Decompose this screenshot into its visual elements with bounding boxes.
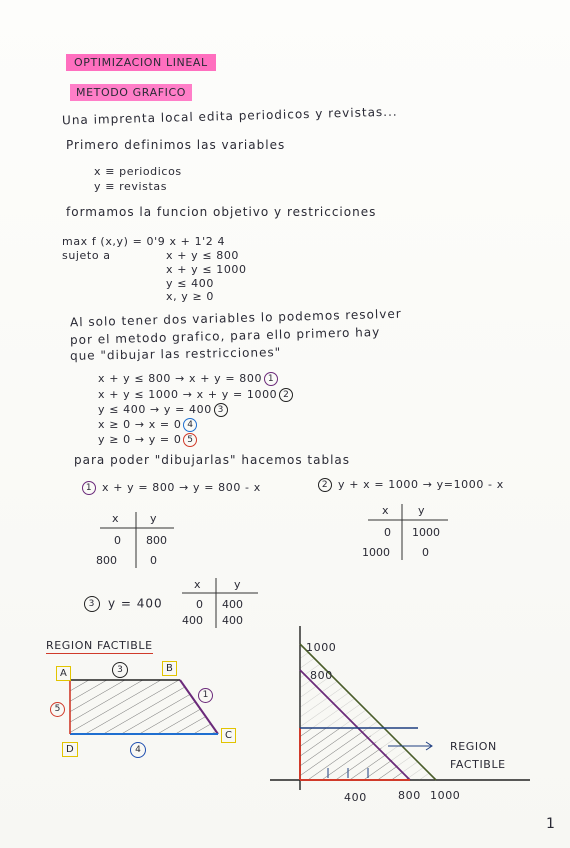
heading-metodo: METODO GRAFICO [70, 84, 192, 101]
tick-y-800: 800 [310, 669, 333, 682]
eq2-solved: 2 y + x = 1000 → y=1000 - x [316, 478, 504, 492]
table-2-cell: 0 [422, 546, 429, 559]
circle-num-4: 4 [183, 418, 197, 432]
edge-label-4: 4 [130, 742, 146, 758]
corner-c: C [221, 728, 236, 743]
table-3 [180, 576, 260, 630]
tick-x-1000: 1000 [430, 789, 461, 802]
table-3-cell: 400 [222, 598, 243, 611]
circle-num-1: 1 [264, 372, 278, 386]
constraint-2: x + y ≤ 1000 [166, 263, 247, 276]
table-2-cell: 0 [384, 526, 391, 539]
para-line-2: por el metodo grafico, para ello primero hay [69, 324, 381, 348]
table-3-cell: 400 [182, 614, 203, 627]
tick-x-800: 800 [398, 789, 421, 802]
circle-eq2: 2 [318, 478, 332, 492]
table-3-header-y: y [234, 578, 241, 591]
eq-row-5: y ≥ 0 → y = 0 5 [98, 433, 197, 447]
constraint-3: y ≤ 400 [166, 277, 214, 290]
formulate-text: formamos la funcion objetivo y restricciones [66, 205, 377, 219]
table-1-header-y: y [150, 512, 157, 525]
circle-eq3: 3 [84, 596, 100, 612]
circle-num-2: 2 [279, 388, 293, 402]
eq1-solved: 1 x + y = 800 → y = 800 - x [80, 481, 261, 495]
var-x-text: x ≡ periodicos [94, 165, 182, 178]
circle-eq1: 1 [82, 481, 96, 495]
table-1-cell: 0 [150, 554, 157, 567]
table-1-cell: 0 [114, 534, 121, 547]
table-1-cell: 800 [96, 554, 117, 567]
circle-num-5: 5 [183, 433, 197, 447]
edge-label-5: 5 [50, 702, 65, 717]
eq-row-1: x + y ≤ 800 → x + y = 800 1 [98, 372, 278, 386]
circle-num-3: 3 [214, 403, 228, 417]
tick-y-1000: 1000 [306, 641, 337, 654]
tables-intro-text: para poder "dibujarlas" hacemos tablas [74, 453, 351, 467]
edge-label-3: 3 [112, 662, 128, 678]
var-y-text: y ≡ revistas [94, 180, 168, 193]
para-line-3: que "dibujar las restricciones" [69, 345, 282, 363]
table-1 [96, 508, 176, 570]
graph-label-factible: FACTIBLE [450, 758, 506, 771]
edge-label-1: 1 [198, 688, 213, 703]
table-3-cell: 400 [222, 614, 243, 627]
graph-label-region: REGION [450, 740, 497, 753]
table-2-cell: 1000 [362, 546, 390, 559]
table-1-header-x: x [112, 512, 119, 525]
page-number: 1 [546, 816, 555, 832]
subject-to-text: sujeto a [62, 249, 111, 262]
region-title: REGION FACTIBLE [46, 639, 153, 652]
table-3-header-x: x [194, 578, 201, 591]
table-2 [362, 502, 452, 564]
corner-d: D [62, 742, 78, 757]
eq-row-4: x ≥ 0 → x = 0 4 [98, 418, 197, 432]
intro-text: Una imprenta local edita periodicos y revistas... [61, 104, 398, 128]
objective-text: max f (x,y) = 0'9 x + 1'2 4 [62, 235, 226, 248]
eq3-text: 3 y = 400 [82, 596, 163, 612]
corner-a: A [56, 666, 71, 681]
constraint-1: x + y ≤ 800 [166, 249, 240, 262]
constraint-4: x, y ≥ 0 [166, 290, 215, 303]
define-vars-text: Primero definimos las variables [66, 138, 286, 152]
tick-x-400: 400 [344, 791, 367, 804]
para-line-1: Al solo tener dos variables lo podemos resolver [69, 306, 402, 330]
table-2-header-y: y [418, 504, 425, 517]
table-3-cell: 0 [196, 598, 203, 611]
corner-b: B [162, 661, 177, 676]
table-2-header-x: x [382, 504, 389, 517]
eq-row-3: y ≤ 400 → y = 400 3 [98, 403, 228, 417]
eq-row-2: x + y ≤ 1000 → x + y = 1000 2 [98, 388, 293, 402]
table-1-cell: 800 [146, 534, 167, 547]
table-2-cell: 1000 [412, 526, 440, 539]
heading-optimizacion: OPTIMIZACION LINEAL [66, 54, 216, 71]
